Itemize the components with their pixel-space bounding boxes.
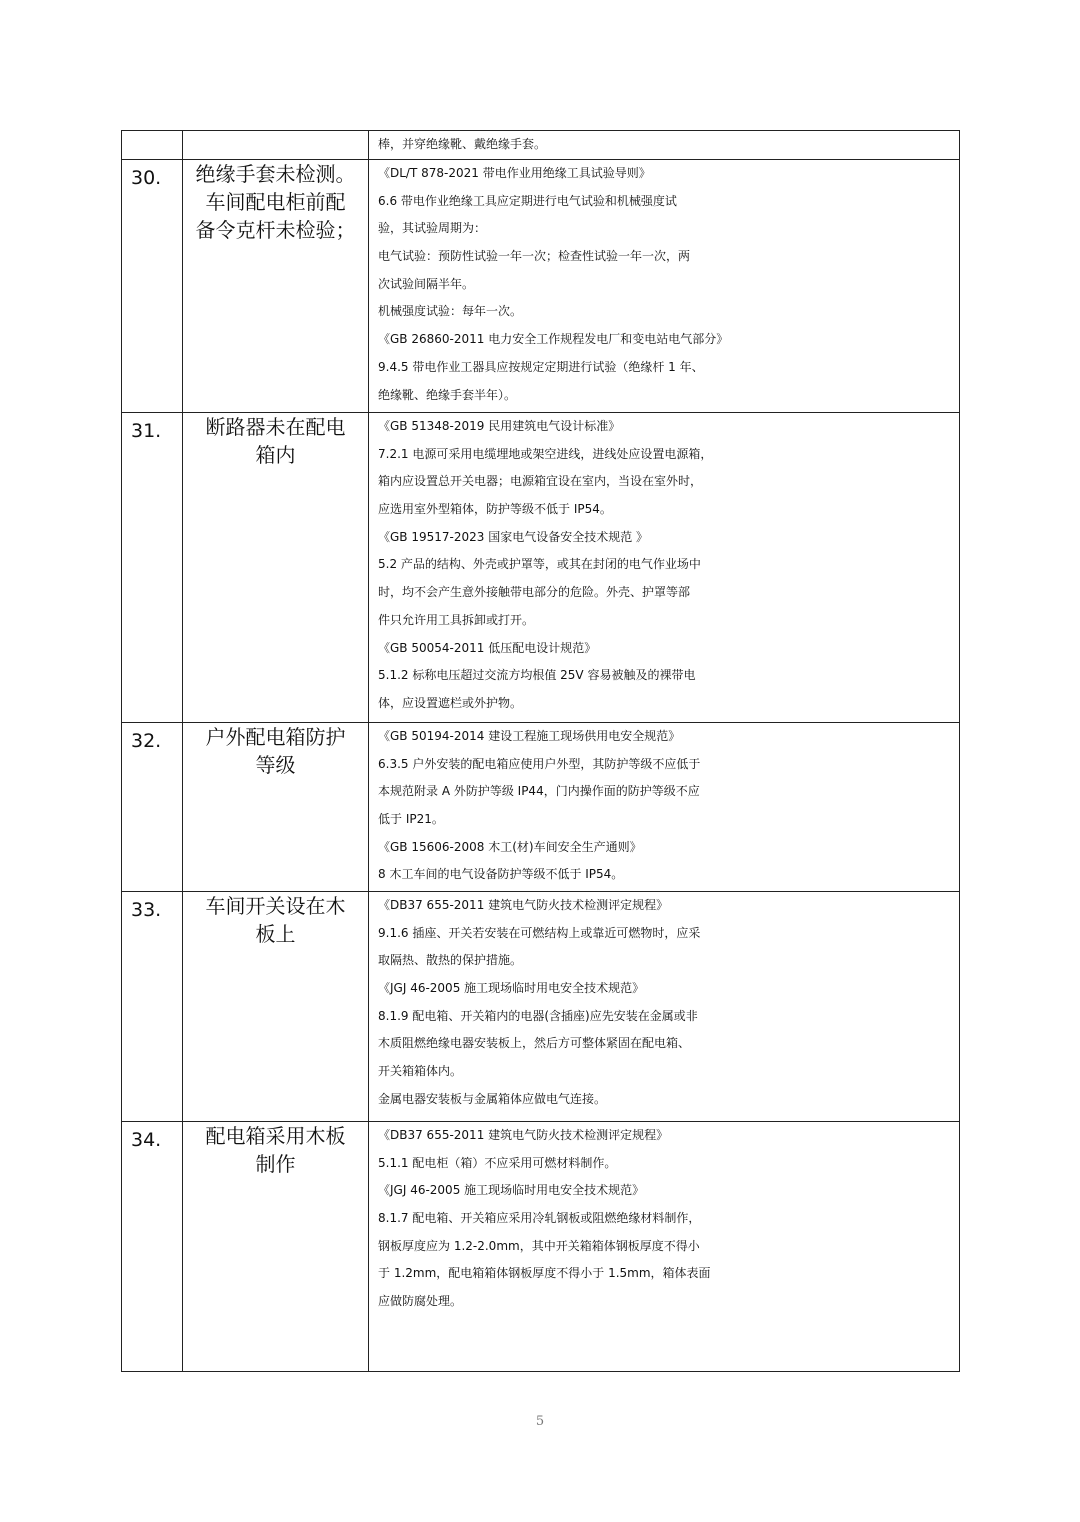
table-row bbox=[122, 131, 960, 160]
reference-line: 5.2 产品的结构、外壳或护罩等，或其在封闭的电气作业场中 bbox=[378, 557, 701, 572]
row-number: 32. bbox=[131, 730, 162, 752]
reference-line: 《GB 51348-2019 民用建筑电气设计标准》 bbox=[378, 419, 621, 433]
reference-text bbox=[369, 413, 959, 718]
reference-line: 6.3.5 户外安装的配电箱应使用户外型，其防护等级不应低于 bbox=[378, 756, 701, 771]
reference-line: 本规范附录 A 外防护等级 IP44，门内操作面的防护等级不应 bbox=[378, 784, 700, 799]
reference-cell bbox=[369, 723, 960, 892]
row-number: 30. bbox=[131, 167, 162, 189]
reference-line: 7.2.1 电源可采用电缆埋地或架空进线，进线处应设置电源箱， bbox=[378, 446, 713, 461]
standards-table bbox=[121, 130, 960, 1372]
reference-line: 《DL/T 878-2021 带电作业用绝缘工具试验导则》 bbox=[378, 166, 651, 180]
reference-line: 9.1.6 插座、开关若安装在可燃结构上或靠近可燃物时，应采 bbox=[378, 925, 701, 940]
row-number-cell bbox=[122, 723, 183, 892]
reference-line: 棒，并穿绝缘靴、戴绝缘手套。 bbox=[378, 137, 547, 151]
issue-line: 车间开关设在木 bbox=[205, 894, 346, 918]
reference-line: 8 木工车间的电气设备防护等级不低于 IP54。 bbox=[378, 867, 624, 882]
row-number-cell bbox=[122, 1122, 183, 1372]
reference-line: 开关箱箱体内。 bbox=[378, 1064, 463, 1079]
issue-cell bbox=[183, 413, 369, 723]
reference-line: 《GB 50194-2014 建设工程施工现场供用电安全规范》 bbox=[378, 729, 681, 743]
reference-line: 木质阻燃绝缘电器安装板上，然后方可整体紧固在配电箱、 bbox=[378, 1036, 691, 1051]
page-number: 5 bbox=[535, 1414, 545, 1429]
reference-line: 金属电器安装板与金属箱体应做电气连接。 bbox=[378, 1091, 607, 1106]
issue-line: 断路器未在配电 bbox=[205, 415, 346, 439]
reference-line: 《GB 26860-2011 电力安全工作规程发电厂和变电站电气部分》 bbox=[378, 332, 729, 347]
reference-line: 时，均不会产生意外接触带电部分的危险。外壳、护罩等部 bbox=[378, 585, 691, 600]
row-number bbox=[122, 131, 182, 135]
table-row bbox=[122, 723, 960, 892]
row-number: 34. bbox=[131, 1129, 162, 1151]
reference-line: 验，其试验周期为： bbox=[378, 221, 487, 236]
issue-cell bbox=[183, 723, 369, 892]
reference-line: 箱内应设置总开关电器；电源箱宜设在室内，当设在室外时， bbox=[378, 474, 703, 489]
reference-line: 电气试验：预防性试验一年一次；检查性试验一年一次，两 bbox=[378, 249, 691, 264]
reference-line: 低于 IP21。 bbox=[378, 812, 444, 827]
issue-line: 车间配电柜前配 bbox=[205, 190, 346, 214]
reference-cell bbox=[369, 413, 960, 723]
reference-line: 5.1.1 配电柜（箱）不应采用可燃材料制作。 bbox=[378, 1155, 617, 1170]
issue-line: 配电箱采用木板 bbox=[205, 1124, 346, 1148]
table-row bbox=[122, 1122, 960, 1372]
reference-line: 体，应设置遮栏或外护物。 bbox=[378, 695, 523, 710]
reference-line: 《GB 19517-2023 国家电气设备安全技术规范 》 bbox=[378, 529, 649, 544]
issue-description bbox=[183, 723, 368, 779]
reference-line: 《DB37 655-2011 建筑电气防火技术检测评定规程》 bbox=[378, 1128, 669, 1142]
issue-line: 箱内 bbox=[255, 443, 296, 467]
issue-cell bbox=[183, 1122, 369, 1372]
reference-line: 8.1.9 配电箱、开关箱内的电器(含插座)应先安装在金属或非 bbox=[378, 1008, 698, 1023]
issue-cell bbox=[183, 131, 369, 160]
row-number-cell bbox=[122, 160, 183, 413]
table-row bbox=[122, 892, 960, 1122]
issue-line: 板上 bbox=[255, 922, 296, 946]
reference-cell bbox=[369, 1122, 960, 1372]
reference-line: 取隔热、散热的保护措施。 bbox=[378, 953, 523, 968]
row-number-cell bbox=[122, 892, 183, 1122]
reference-line: 8.1.7 配电箱、开关箱应采用冷轧钢板或阻燃绝缘材料制作， bbox=[378, 1211, 701, 1226]
issue-line: 备令克杆未检验； bbox=[195, 218, 356, 242]
reference-text bbox=[369, 723, 959, 889]
reference-line: 9.4.5 带电作业工器具应按规定定期进行试验（绝缘杆 1 年、 bbox=[378, 359, 704, 374]
issue-line: 制作 bbox=[255, 1152, 296, 1176]
issue-description bbox=[183, 413, 368, 469]
row-number-cell bbox=[122, 413, 183, 723]
reference-cell bbox=[369, 160, 960, 413]
reference-cell bbox=[369, 892, 960, 1122]
issue-cell bbox=[183, 892, 369, 1122]
issue-description bbox=[183, 892, 368, 948]
reference-text bbox=[369, 131, 959, 159]
reference-text bbox=[369, 1122, 959, 1316]
reference-line: 6.6 带电作业绝缘工具应定期进行电气试验和机械强度试 bbox=[378, 193, 677, 208]
row-number: 31. bbox=[131, 420, 162, 442]
issue-description bbox=[183, 160, 368, 244]
row-number: 33. bbox=[131, 899, 162, 921]
reference-line: 《JGJ 46-2005 施工现场临时用电安全技术规范》 bbox=[378, 981, 645, 996]
reference-line: 应选用室外型箱体，防护等级不低于 IP54。 bbox=[378, 502, 612, 517]
issue-cell bbox=[183, 160, 369, 413]
issue-line: 等级 bbox=[255, 753, 296, 777]
issue-line: 绝缘手套未检测。 bbox=[195, 162, 356, 186]
reference-line: 件只允许用工具拆卸或打开。 bbox=[378, 612, 535, 627]
issue-description bbox=[183, 1122, 368, 1178]
reference-line: 次试验间隔半年。 bbox=[378, 276, 475, 291]
reference-cell bbox=[369, 131, 960, 160]
reference-line: 《DB37 655-2011 建筑电气防火技术检测评定规程》 bbox=[378, 898, 669, 912]
reference-line: 机械强度试验：每年一次。 bbox=[378, 304, 523, 319]
issue-line: 户外配电箱防护 bbox=[205, 725, 346, 749]
reference-line: 《JGJ 46-2005 施工现场临时用电安全技术规范》 bbox=[378, 1183, 645, 1198]
row-number-cell bbox=[122, 131, 183, 160]
reference-line: 绝缘靴、绝缘手套半年）。 bbox=[378, 387, 517, 402]
reference-line: 《GB 50054-2011 低压配电设计规范》 bbox=[378, 640, 597, 655]
reference-text bbox=[369, 160, 959, 409]
reference-line: 应做防腐处理。 bbox=[378, 1294, 463, 1309]
table-row bbox=[122, 413, 960, 723]
reference-text bbox=[369, 892, 959, 1114]
table-row bbox=[122, 160, 960, 413]
reference-line: 钢板厚度应为 1.2-2.0mm，其中开关箱箱体钢板厚度不得小 bbox=[378, 1238, 700, 1253]
reference-line: 于 1.2mm，配电箱箱体钢板厚度不得小于 1.5mm，箱体表面 bbox=[378, 1266, 711, 1281]
reference-line: 《GB 15606-2008 木工(材)车间安全生产通则》 bbox=[378, 839, 642, 854]
reference-line: 5.1.2 标称电压超过交流方均根值 25V 容易被触及的裸带电 bbox=[378, 668, 696, 683]
